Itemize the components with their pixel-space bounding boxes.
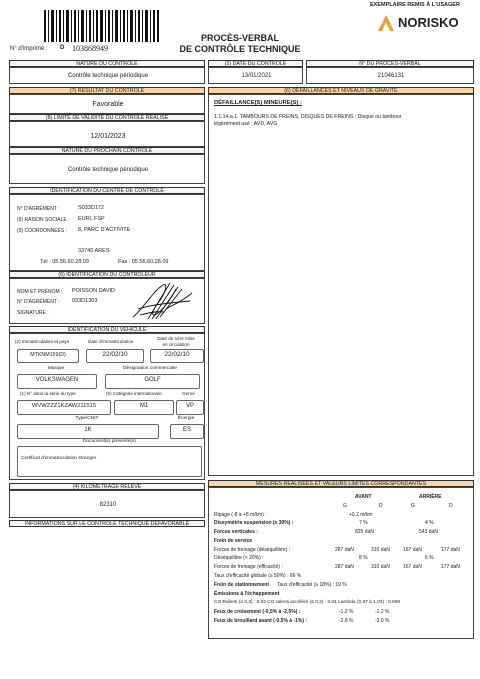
frein-deseq-label: Forces de freinage (déséquilibre) : (214, 547, 291, 553)
center-city: 33740 ARES (78, 248, 110, 254)
marque-field: VOLKSWAGEN (17, 374, 97, 389)
forces-vert-label: Forces verticales : (214, 529, 258, 535)
measures-box (208, 487, 474, 639)
defects-header: (6) DÉFAILLANCES ET NIVEAUX DE GRAVITÉ (208, 87, 474, 94)
defect-item-line1: 1.1.14.a.1. TAMBOURS DE FREINS, DISQUES DE FREINS : Disque ou tambour (214, 114, 402, 120)
center-coord-value: 8, PARC D'ACTIVITE (78, 227, 131, 233)
docs-label: Document(s) présenté(s) (82, 439, 137, 444)
controller-name-label: NOM ET PRÉNOM : (17, 289, 63, 295)
nature-value: Contrôle technique périodique (67, 73, 149, 79)
dissym-susp-av: 7 % (359, 520, 368, 526)
signature-image (128, 279, 198, 323)
center-box (9, 194, 205, 271)
avant-label: AVANT (355, 494, 372, 500)
forces-vert-ar: 543 daN (419, 529, 438, 535)
croisement-label: Feux de croisement (-0,5% à -2,5%) : (214, 609, 301, 615)
title-line1: PROCÈS-VERBAL (200, 33, 279, 43)
center-agrement-value: S033D172 (78, 205, 104, 211)
croisement-g: -1.2 % (339, 609, 354, 615)
km-box (9, 490, 205, 518)
frein-service-label: Frein de service (214, 538, 253, 544)
arriere-label: ARRIÈRE (419, 494, 442, 500)
controller-box (9, 278, 205, 324)
frein-eff-ard: 177 daN (441, 564, 460, 570)
center-agrement-label: N° D'AGRÉMENT : (17, 206, 60, 212)
print-number: 103868949 (72, 44, 108, 53)
stationnement-taux: Taux d'efficacité (≥ 18%) : 19 % (277, 582, 347, 588)
arriere-g-label: G (411, 503, 415, 509)
avant-d-label: D (379, 503, 383, 509)
brouillard-d: -3.0 % (375, 618, 390, 624)
frein-deseq-arg: 167 daN (403, 547, 422, 553)
vehicle-header: IDENTIFICATION DU VÉHICULE (9, 326, 205, 333)
validity-value: 12/01/2023 (90, 133, 126, 140)
energie-field: ES (170, 424, 204, 439)
frein-deseq-ard: 177 daN (441, 547, 460, 553)
center-header: IDENTIFICATION DU CENTRE DE CONTRÔLE (9, 187, 205, 194)
forces-vert-av: 825 daN (355, 529, 374, 535)
norisko-logo (376, 12, 476, 34)
result-value: Favorable (92, 101, 124, 108)
center-coord-label: (3) COORDONNÉES : (17, 228, 68, 234)
controller-header: (6) IDENTIFICATION DU CONTRÔLEUR (9, 271, 205, 278)
frein-deseq-avg: 287 daN (335, 547, 354, 553)
frein-deseq-avd: 310 daN (371, 547, 390, 553)
controller-name-value: POISSON DAVID (72, 288, 115, 294)
date-value: 13/01/2021 (241, 73, 272, 79)
defects-minor-title: DÉFAILLANCE(S) MINEURE(S) : (214, 100, 302, 106)
immat-label: (2) Immatriculation et pays (15, 339, 70, 344)
norisko-logo-icon (376, 13, 396, 33)
print-number-label: N° d'imprimé : (10, 46, 48, 52)
designation-field: GOLF (105, 374, 200, 389)
pv-header: N° DU PROCÈS-VERBAL (306, 60, 474, 67)
print-number-letter: D (60, 45, 65, 51)
type-label: Type/CNIT (75, 416, 99, 421)
avant-g-label: G (343, 503, 347, 509)
title-line2: DE CONTRÔLE TECHNIQUE (179, 44, 301, 54)
date-circ-field: 22/02/10 (150, 349, 204, 363)
barcode (44, 10, 159, 42)
genre-label: Genre (182, 391, 195, 396)
croisement-d: -1.2 % (375, 609, 390, 615)
next-header: NATURE DU PROCHAIN CONTRÔLE (9, 147, 205, 154)
energie-label: Énergie (177, 416, 195, 421)
taux-global: Taux d'efficacité globale (≥ 50%) : 66 % (214, 573, 302, 579)
date-immat-label: Date d'immatriculation (88, 339, 134, 344)
deseq-av: 8 % (359, 555, 368, 561)
brand-name: NORISKO (398, 15, 459, 30)
vin-field: WVWZZZ1KZAW211515 (17, 400, 111, 415)
date-circ-label-2: en circulation (162, 342, 190, 347)
result-box (9, 94, 205, 114)
date-circ-label-1: Date de 1ère mise (157, 336, 195, 341)
ripage-label: Ripage (-8 à +8 m/km) : (214, 512, 267, 518)
frein-eff-avd: 310 daN (371, 564, 390, 570)
brouillard-label: Feux de brouillard avant (-0,5% à -1%) : (214, 618, 308, 624)
validity-header: (8) LIMITE DE VALIDITÉ DU CONTRÔLE RÉALISÉ (9, 114, 205, 121)
date-header: (2) DATE DU CONTRÔLE (208, 60, 303, 67)
arriere-d-label: D (449, 503, 453, 509)
categorie-label: (5) Catégorie internationale (106, 391, 162, 396)
km-value: 82310 (99, 502, 117, 508)
vin-label: (1) N° dans la série du type (20, 391, 76, 396)
vehicle-box (9, 333, 205, 480)
frein-eff-avg: 287 daN (335, 564, 354, 570)
center-raison-value: EURL FSP (78, 216, 105, 222)
co-line: CO Ralenti (≤ 0,3) : 0.02 CO ralenti accéléré (≤ 0,3) : 0.01 Lambda (0,97 à 1,03) : 0.998 (214, 600, 401, 605)
date-box (208, 67, 303, 84)
result-header: (7) RÉSULTAT DU CONTRÔLE (9, 87, 205, 94)
defect-item-line2: légèrement usé : AVD, AVG (214, 121, 278, 127)
deseq-label: Déséquilibre (< 20%) : (214, 555, 264, 561)
emissions-label: Émissions à l'échappement (214, 591, 280, 597)
type-field: 1K (17, 424, 159, 439)
dissym-susp-label: Dissymétrie suspension (≤ 30%) : (214, 520, 294, 526)
categorie-field: M1 (114, 400, 174, 415)
validity-box (9, 121, 205, 147)
dissym-susp-ar: 4 % (425, 520, 434, 526)
frein-eff-arg: 167 daN (403, 564, 422, 570)
controller-agrement-value: 033D1303 (72, 298, 98, 304)
nature-box (9, 67, 205, 84)
info-header: INFORMATIONS SUR LE CONTRÔLE TECHNIQUE DÉFAVORABLE (9, 520, 205, 527)
genre-field: VP (176, 400, 204, 415)
center-tel: Tél : 05.56.60.28.09 (40, 259, 89, 265)
brouillard-g: -2.8 % (339, 618, 354, 624)
km-header: (4) KILOMÉTRAGE RELEVÉ (9, 483, 205, 490)
designation-label: Désignation commerciale (123, 366, 177, 371)
barcode-image (44, 10, 159, 42)
deseq-ar: 6 % (425, 555, 434, 561)
measures-header: MESURES RÉALISÉES ET VALEURS LIMITES CORRESPONDANTES (208, 480, 474, 487)
date-immat-field: 22/02/10 (86, 349, 144, 363)
nature-header: NATURE DU CONTRÔLE (9, 60, 205, 67)
pv-box (306, 67, 474, 84)
next-box (9, 154, 205, 184)
immat-field: MTKNM159(D) (17, 349, 79, 363)
frein-eff-label: Forces de freinage (efficacité) : (214, 564, 283, 570)
docs-value: Certificat d'immatriculation étranger (21, 456, 97, 461)
center-raison-label: (9) RAISON SOCIALE : (17, 217, 70, 223)
center-fax: Fax : 05.56.60.28.09 (118, 259, 169, 265)
copy-label: EXEMPLAIRE REMIS À L'USAGER (370, 2, 460, 8)
next-value: Contrôle technique périodique (67, 167, 149, 173)
defects-box (208, 94, 474, 476)
controller-agrement-label: N° D'AGRÉMENT : (17, 299, 60, 305)
ripage-value: +0.2 m/km (349, 512, 373, 518)
stationnement-label: Frein de stationnement (214, 582, 270, 588)
controller-signature-label: SIGNATURE : (17, 310, 49, 316)
marque-label: Marque (47, 366, 65, 371)
pv-value: 21046131 (377, 73, 405, 79)
docs-field (17, 446, 202, 477)
